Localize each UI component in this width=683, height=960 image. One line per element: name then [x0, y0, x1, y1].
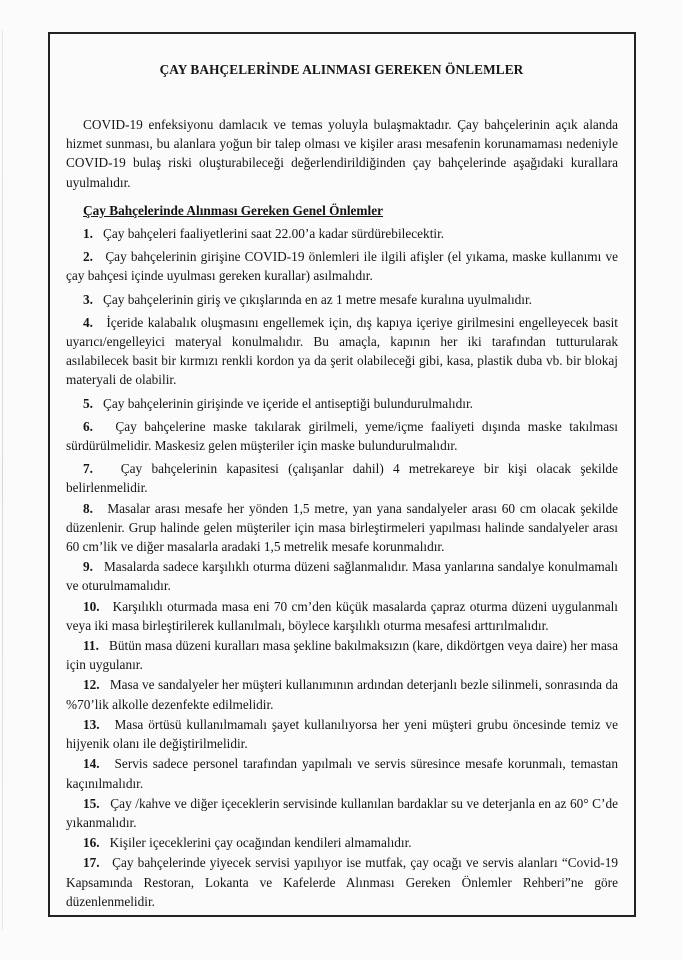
item-text: İçeride kalabalık oluşmasını engellemek için, dış kapıya içeriye girilmesini engelleyecek basit uyarıcı/engelleyici materyal konulmalıdır. Bu amaçla, kapının her iki tarafından tutturularak asılabilecek basit bir kırmızı renkli kordon ya da şerit olabileceği gibi, kasa, plastik duba vb. bir blokaj materyali de olabilir. [66, 314, 618, 388]
item-number: 1. [83, 226, 93, 242]
item-text: Masalar arası mesafe her yönden 1,5 metre, yan yana sandalyeler arası 60 cm olacak şekilde düzenlenir. Grup halinde gelen müşteriler için masa birleştirmeleri yapılması halinde sandalyeler arası 60 cm’lik ve diğer masalarla aradaki 1,5 metrelik mesafe korunmalıdır. [66, 500, 618, 555]
item-text: Çay bahçelerine maske takılarak girilmeli, yeme/içme faaliyeti dışında maske takılması sürdürülmelidir. Maskesiz gelen müşteriler için maske bulundurulmalıdır. [66, 418, 618, 454]
item-number: 3. [83, 291, 93, 307]
item-text: Çay bahçelerinin girişinde ve içeride el antiseptiği bulundurulmalıdır. [102, 395, 473, 411]
item-text: Çay bahçeleri faaliyetlerini saat 22.00’a kadar sürdürebilecektir. [102, 226, 445, 242]
item-text: Bütün masa düzeni kuralları masa şekline bakılmaksızın (kare, dikdörtgen veya daire) her masa için uygulanır. [66, 638, 618, 673]
document-body [66, 115, 618, 912]
item-text: Masalarda sadece karşılıklı oturma düzeni sağlanmalıdır. Masa yanlarına sandalye konulmamalı ve oturulmamalıdır. [66, 559, 618, 594]
list-item [66, 833, 618, 852]
list-item [66, 224, 618, 243]
list-item [66, 853, 618, 911]
item-text: Çay bahçelerinin giriş ve çıkışlarında en az 1 metre mesafe kuralına uyulmalıdır. [102, 291, 533, 307]
item-text: Karşılıklı oturmada masa eni 70 cm’den küçük masalarda çapraz oturma düzeni uygulanmalı veya iki masa birleştirilerek kullanılmalı, böylece karşılıklı oturma mesafesi arttırılmalıdır. [66, 598, 618, 633]
item-number: 16. [83, 835, 100, 851]
intro-paragraph: COVID-19 enfeksiyonu damlacık ve temas yoluyla bulaşmaktadır. Çay bahçelerinin açık alanda hizmet sunması, bu alanlara yoğun bir talep olması ve kişiler arası mesafenin korunamaması nedeniyle COVID-19 bulaş riski oluşturabileceği değerlendirildiğinden çay bahçelerinde aşağıdaki kurallara uyulmalıdır. [66, 117, 618, 190]
list-item [66, 459, 618, 497]
list-item [66, 636, 618, 674]
section-heading: Çay Bahçelerinde Alınması Gereken Genel Önlemler [83, 202, 384, 218]
item-number: 5. [83, 395, 93, 411]
list-item [66, 794, 618, 832]
item-number: 2. [83, 249, 93, 265]
item-text: Çay bahçelerinin girişine COVID-19 önlemleri ile ilgili afişler (el yıkama, maske kullanımı ve çay bahçesi içinde uyulması gereken kurallar) asılmalıdır. [66, 249, 618, 284]
list-item [66, 675, 618, 713]
item-text: Çay /kahve ve diğer içeceklerin servisinde kullanılan bardaklar su ve deterjanla en az 60° C’de yıkanmalıdır. [66, 795, 618, 830]
item-number: 6. [83, 418, 93, 434]
item-number: 12. [83, 677, 100, 693]
scan-edge [2, 30, 3, 930]
item-number: 7. [83, 461, 93, 477]
item-text: Kişiler içeceklerini çay ocağından kendileri almamalıdır. [109, 835, 412, 851]
item-text: Çay bahçelerinin kapasitesi (çalışanlar dahil) 4 metrekareye bir kişi olacak şekilde belirlenmelidir. [66, 461, 618, 496]
list-item [66, 754, 618, 792]
list-item [66, 417, 618, 455]
item-number: 14. [83, 756, 100, 772]
item-number: 8. [83, 500, 93, 516]
list-item [66, 715, 618, 753]
document-title: ÇAY BAHÇELERİNDE ALINMASI GEREKEN ÖNLEMLER [159, 62, 524, 77]
item-number: 11. [83, 638, 99, 654]
list-item [66, 499, 618, 557]
item-text: Çay bahçelerinde yiyecek servisi yapılıyor ise mutfak, çay ocağı ve servis alanları “Covid-19 Kapsamında Restoran, Lokanta ve Kafelerde Alınması Gereken Önlemler Rehberi”ne göre düzenlenmelidir. [66, 855, 618, 909]
list-item [66, 557, 618, 595]
item-number: 4. [83, 314, 93, 330]
item-number: 10. [83, 598, 100, 614]
rules-list [66, 224, 618, 911]
list-item [66, 394, 618, 413]
list-item [66, 313, 618, 390]
item-number: 15. [83, 795, 100, 811]
item-number: 13. [83, 716, 100, 732]
list-item [66, 247, 618, 285]
item-number: 17. [83, 855, 100, 871]
list-item [66, 290, 618, 309]
item-text: Masa örtüsü kullanılmamalı şayet kullanılıyorsa her yeni müşteri grubu öncesinde temiz ve hijyenik olanı ile değiştirilmelidir. [66, 716, 618, 752]
item-number: 9. [83, 559, 93, 575]
item-text: Masa ve sandalyeler her müşteri kullanımının ardından deterjanlı bezle silinmeli, sonrasında da %70’lik alkolle dezenfekte edilmelidir. [66, 677, 618, 712]
list-item [66, 597, 618, 635]
item-text: Servis sadece personel tarafından yapılmalı ve servis süresince mesafe korunmalı, temastan kaçınılmalıdır. [66, 756, 618, 791]
